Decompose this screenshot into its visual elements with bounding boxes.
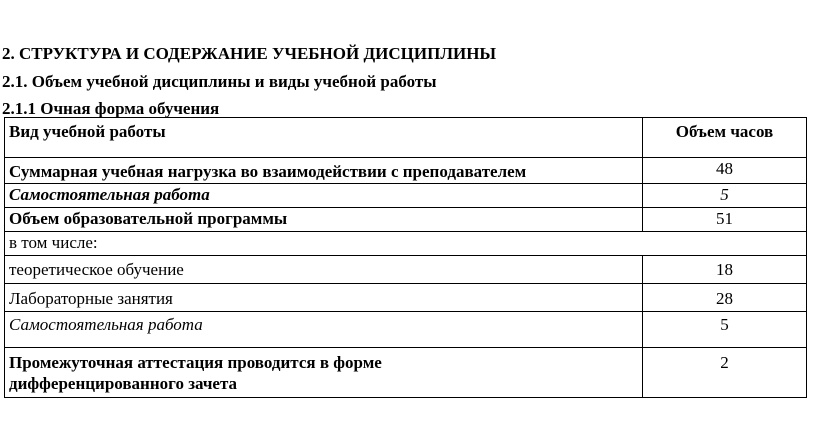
row-value: 18 bbox=[643, 256, 807, 284]
row-value: 48 bbox=[643, 158, 807, 184]
table-row bbox=[5, 158, 807, 184]
row-label: Объем образовательной программы bbox=[5, 208, 643, 232]
table-header-row bbox=[5, 118, 807, 158]
subsubsection-heading: 2.1.1 Очная форма обучения bbox=[2, 99, 220, 118]
row-label: Лабораторные занятия bbox=[5, 284, 643, 312]
row-value: 5 bbox=[643, 184, 807, 208]
row-label-line2: дифференцированного зачета bbox=[9, 374, 238, 393]
workload-table bbox=[4, 117, 807, 398]
table-row bbox=[5, 184, 807, 208]
table-row bbox=[5, 208, 807, 232]
table-row bbox=[5, 232, 807, 256]
row-value: 51 bbox=[643, 208, 807, 232]
header-type: Вид учебной работы bbox=[5, 118, 643, 158]
row-value: 5 bbox=[643, 312, 807, 348]
table-row bbox=[5, 312, 807, 348]
row-label: в том числе: bbox=[5, 232, 807, 256]
table-row bbox=[5, 284, 807, 312]
row-label bbox=[5, 348, 643, 398]
header-hours: Объем часов bbox=[643, 118, 807, 158]
row-label: Суммарная учебная нагрузка во взаимодействии с преподавателем bbox=[5, 158, 643, 184]
row-label: Самостоятельная работа bbox=[5, 312, 643, 348]
section-heading: 2. СТРУКТУРА И СОДЕРЖАНИЕ УЧЕБНОЙ ДИСЦИПЛИНЫ bbox=[2, 44, 497, 63]
row-label: теоретическое обучение bbox=[5, 256, 643, 284]
row-label-line1: Промежуточная аттестация проводится в форме bbox=[9, 353, 382, 372]
table-row bbox=[5, 256, 807, 284]
row-label: Самостоятельная работа bbox=[5, 184, 643, 208]
subsection-heading: 2.1. Объем учебной дисциплины и виды учебной работы bbox=[2, 72, 437, 91]
row-value: 28 bbox=[643, 284, 807, 312]
table-row bbox=[5, 348, 807, 398]
row-value: 2 bbox=[643, 348, 807, 398]
